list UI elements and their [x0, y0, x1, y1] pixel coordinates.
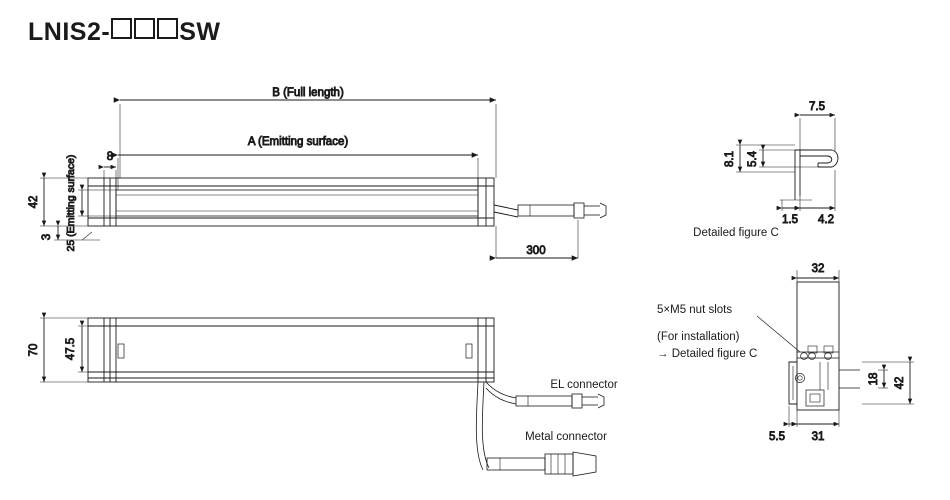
dim-5-4 — [759, 150, 818, 167]
title-prefix: LNIS2- — [28, 18, 111, 46]
dim-42-end-label: 42 — [894, 376, 906, 390]
detail-c-title: Detailed figure C — [693, 227, 779, 239]
dim-8 — [104, 167, 116, 178]
bottom-view-plan — [88, 318, 604, 476]
nut-slots-sub2: → Detailed figure C — [657, 348, 758, 360]
dim-3 — [54, 226, 100, 240]
dim-8-1 — [736, 145, 795, 172]
dim-5-5-label: 5.5 — [769, 431, 785, 443]
dim-5-5 — [789, 406, 797, 427]
dim-1-5 — [782, 196, 800, 211]
top-view-side-elevation — [88, 178, 606, 226]
dim-8-label: 8 — [106, 151, 114, 163]
dim-70 — [40, 318, 88, 382]
end-view — [789, 282, 860, 410]
dim-42-top-label: 42 — [28, 195, 40, 209]
dim-4-2 — [800, 170, 835, 211]
dim-31 — [797, 410, 839, 427]
el-connector-label: EL connector — [550, 379, 618, 391]
dim-47-5-label: 47.5 — [65, 337, 77, 361]
dim-18-label: 18 — [868, 372, 880, 386]
dim-32-label: 32 — [811, 263, 825, 275]
dim-70-label: 70 — [28, 343, 40, 357]
dim-7-5 — [800, 115, 835, 152]
nut-slots-sub1: (For installation) — [657, 331, 740, 343]
dim-a-emitting-surface — [118, 155, 478, 190]
dim-b-label: B (Full length) — [272, 87, 344, 99]
detailed-figure-c — [780, 150, 838, 200]
dim-7-5-label: 7.5 — [809, 101, 825, 113]
dim-300-label: 300 — [526, 245, 546, 257]
dim-42-top — [40, 178, 88, 226]
nut-slots-label: 5×M5 nut slots — [657, 304, 733, 316]
dim-8-1-label: 8.1 — [724, 151, 736, 167]
dim-a-label: A (Emitting surface) — [247, 136, 349, 148]
dim-31-label: 31 — [811, 431, 825, 443]
dim-25-label: 25 (Emitting surface) — [65, 154, 77, 252]
dim-4-2-label: 4.2 — [818, 214, 834, 226]
nut-slots-leader — [757, 316, 800, 352]
dim-5-4-label: 5.4 — [747, 151, 759, 167]
title-suffix: SW — [179, 18, 221, 46]
dim-3-label: 3 — [41, 233, 53, 241]
metal-connector-label: Metal connector — [525, 431, 607, 443]
dim-1-5-label: 1.5 — [782, 214, 798, 226]
